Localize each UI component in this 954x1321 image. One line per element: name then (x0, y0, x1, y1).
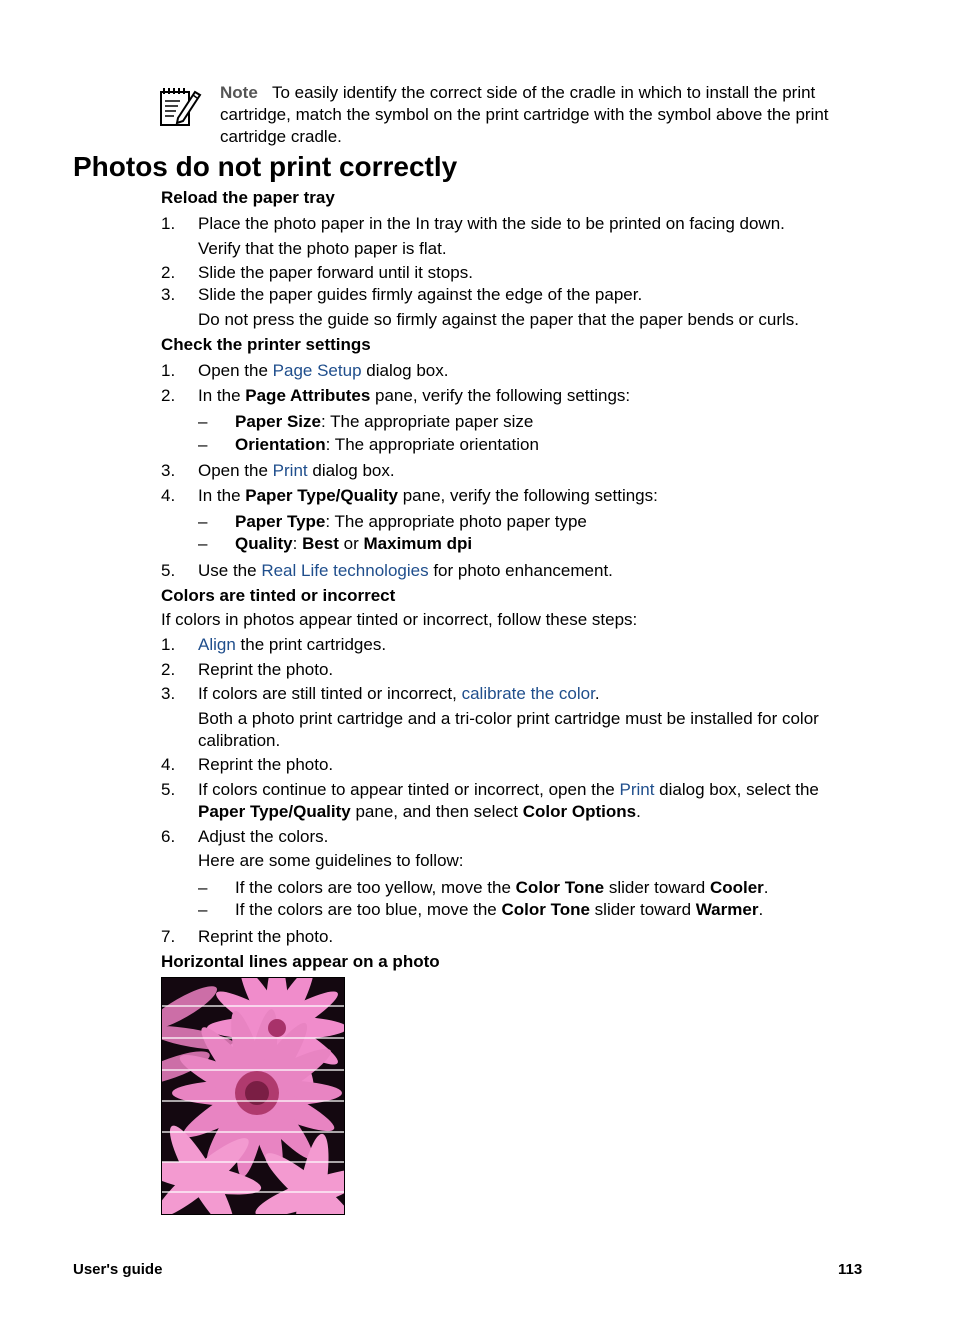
bold-text: Paper Type/Quality (198, 802, 351, 821)
bold-text: Paper Size (235, 412, 321, 431)
step-number: 3. (161, 285, 176, 304)
settings-dash-4 (235, 534, 472, 554)
bold-text: Best (302, 534, 339, 553)
bold-text: Paper Type/Quality (245, 486, 398, 505)
real-life-technologies-link[interactable]: Real Life technologies (261, 561, 429, 580)
settings-step-4 (198, 486, 658, 506)
text: slider toward (589, 900, 696, 919)
step-number: 1. (161, 214, 176, 233)
step-number: 6. (161, 827, 176, 846)
step-number: 4. (161, 755, 176, 774)
step-number: 5. (161, 780, 176, 799)
text: Open the (198, 461, 273, 480)
print-link[interactable]: Print (619, 780, 655, 799)
settings-step-2 (198, 386, 630, 406)
text: dialog box. (361, 361, 449, 380)
text: : (292, 534, 303, 553)
colors-step-3-sub-2: calibration. (198, 731, 281, 750)
bold-text: Page Attributes (245, 386, 371, 405)
text: : The appropriate orientation (325, 435, 539, 454)
colors-intro: If colors in photos appear tinted or incorrect, follow these steps: (161, 610, 638, 629)
settings-step-1 (198, 361, 448, 381)
bold-text: Orientation (235, 435, 326, 454)
bold-text: Color Tone (515, 878, 605, 897)
reload-step-3: Slide the paper guides firmly against the edge of the paper. (198, 285, 643, 304)
text: slider toward (604, 878, 710, 897)
settings-dash-2 (235, 435, 539, 455)
text: pane, verify the following settings: (370, 386, 631, 405)
calibrate-color-link[interactable]: calibrate the color (461, 684, 595, 703)
reload-step-1: Place the photo paper in the In tray with the side to be printed on facing down. (198, 214, 785, 233)
text: Use the (198, 561, 262, 580)
text: : The appropriate paper size (321, 412, 534, 431)
text: If the colors are too yellow, move the (235, 878, 516, 897)
settings-step-3 (198, 461, 395, 481)
bold-text: Paper Type (235, 512, 326, 531)
reload-step-2: Slide the paper forward until it stops. (198, 263, 473, 282)
settings-dash-1 (235, 412, 533, 432)
text: If the colors are too blue, move the (235, 900, 502, 919)
reload-step-3-sub: Do not press the guide so firmly against the paper that the paper bends or curls. (198, 310, 800, 329)
text: or (338, 534, 364, 553)
note-line-2: cartridge, match the symbol on the print cartridge with the symbol above the print (220, 105, 829, 124)
dash-bullet: – (198, 512, 208, 531)
note-line-3: cartridge cradle. (220, 127, 342, 146)
note-line-1 (220, 83, 815, 103)
settings-dash-3 (235, 512, 587, 532)
step-number: 4. (161, 486, 176, 505)
text: If colors continue to appear tinted or incorrect, open the (198, 780, 620, 799)
flower-photo-with-lines (161, 977, 345, 1215)
colors-dash-1 (235, 878, 769, 898)
bold-text: Cooler (709, 878, 764, 897)
text: . (758, 900, 764, 919)
page-number: 113 (838, 1261, 863, 1278)
section-heading-colors: Colors are tinted or incorrect (161, 586, 396, 605)
page-setup-link[interactable]: Page Setup (272, 361, 362, 380)
note-pencil-icon (158, 84, 202, 128)
colors-step-1 (198, 635, 386, 655)
page-title: Photos do not print correctly (73, 151, 458, 182)
text: . (763, 878, 769, 897)
step-number: 7. (161, 927, 176, 946)
section-heading-reload: Reload the paper tray (161, 188, 335, 207)
text: . (594, 684, 600, 703)
text: . (636, 802, 641, 821)
align-link[interactable]: Align (198, 635, 236, 654)
step-number: 1. (161, 635, 176, 654)
step-number: 5. (161, 561, 176, 580)
dash-bullet: – (198, 435, 208, 454)
dash-bullet: – (198, 534, 208, 553)
step-number: 2. (161, 263, 176, 282)
colors-step-3 (198, 684, 600, 704)
colors-step-5-line-2 (198, 802, 641, 822)
text: pane, verify the following settings: (398, 486, 658, 505)
colors-step-6-sub: Here are some guidelines to follow: (198, 851, 464, 870)
colors-step-7: Reprint the photo. (198, 927, 334, 946)
note-text-1: To easily identify the correct side of the cradle in which to install the print (271, 83, 816, 102)
footer-left: User's guide (73, 1261, 163, 1278)
section-heading-horizontal-lines: Horizontal lines appear on a photo (161, 952, 440, 971)
dash-bullet: – (198, 412, 208, 431)
step-number: 2. (161, 386, 176, 405)
bold-text: Maximum dpi (363, 534, 473, 553)
text: for photo enhancement. (428, 561, 613, 580)
step-number: 3. (161, 461, 176, 480)
text: In the (198, 386, 246, 405)
text: dialog box. (307, 461, 395, 480)
dash-bullet: – (198, 878, 208, 897)
text: dialog box, select the (654, 780, 819, 799)
bold-text: Color Options (522, 802, 637, 821)
reload-step-1-sub: Verify that the photo paper is flat. (198, 239, 447, 258)
bold-text: Color Tone (501, 900, 590, 919)
step-number: 2. (161, 660, 176, 679)
text: Open the (198, 361, 273, 380)
bold-text: Warmer (695, 900, 759, 919)
colors-step-2: Reprint the photo. (198, 660, 334, 679)
print-link[interactable]: Print (272, 461, 308, 480)
text: If colors are still tinted or incorrect, (198, 684, 462, 703)
note-label: Note (220, 83, 258, 102)
step-number: 3. (161, 684, 176, 703)
text: pane, and then select (350, 802, 523, 821)
colors-step-6: Adjust the colors. (198, 827, 329, 846)
step-number: 1. (161, 361, 176, 380)
dash-bullet: – (198, 900, 208, 919)
colors-dash-2 (235, 900, 763, 920)
colors-step-3-sub-1: Both a photo print cartridge and a tri-color print cartridge must be installed for color (198, 709, 819, 728)
bold-text: Quality (235, 534, 293, 553)
text: the print cartridges. (235, 635, 387, 654)
section-heading-settings: Check the printer settings (161, 335, 371, 354)
text: In the (198, 486, 246, 505)
text: : The appropriate photo paper type (325, 512, 587, 531)
settings-step-5 (198, 561, 613, 581)
colors-step-5 (198, 780, 819, 800)
colors-step-4: Reprint the photo. (198, 755, 334, 774)
